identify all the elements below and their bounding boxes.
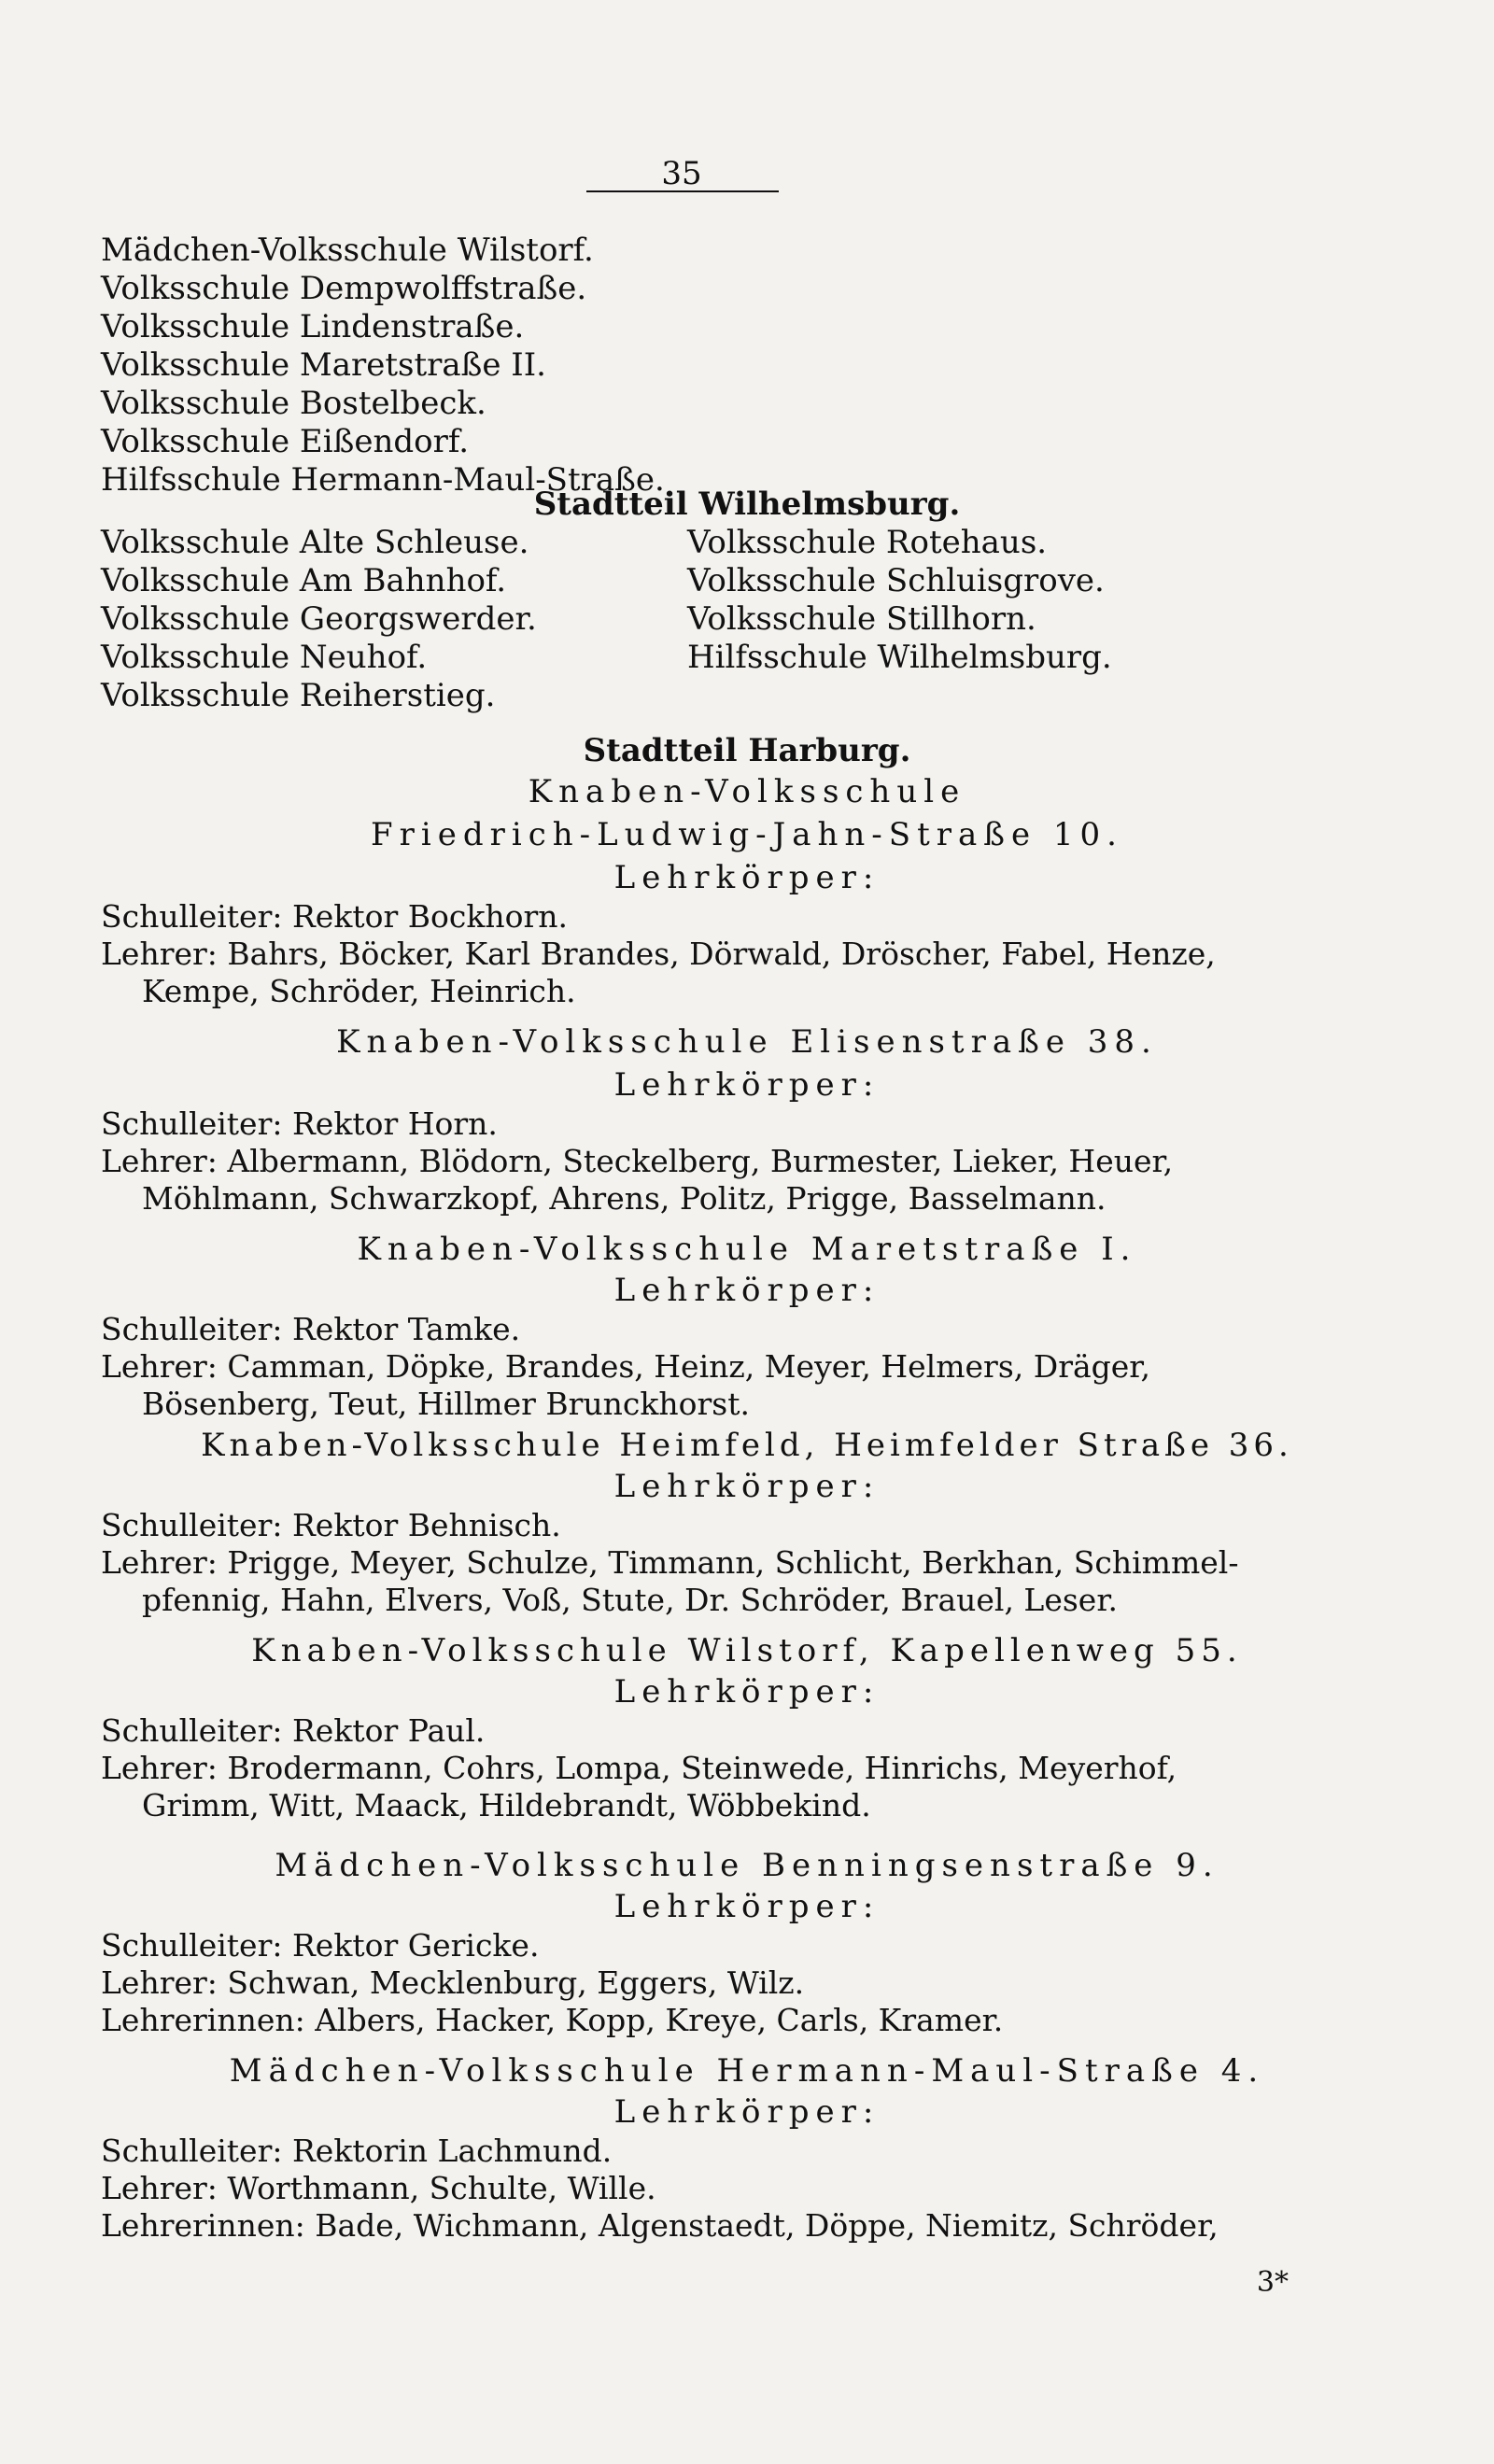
list-item: Volksschule Rotehaus. (687, 524, 1048, 561)
list-item: Volksschule Alte Schleuse. (101, 524, 529, 561)
list-item: Volksschule Reiherstieg. (101, 677, 496, 714)
staff-heading: Lehrkörper: (613, 1468, 881, 1505)
head-teacher: Schulleiter: Rektor Paul. (101, 1712, 486, 1749)
wilhelmsburg-left-column (101, 524, 680, 715)
staff-block (101, 1712, 1287, 1824)
head-teacher: Schulleiter: Rektor Horn. (101, 1105, 498, 1142)
staff-block (101, 898, 1287, 1010)
school-list-continued (101, 232, 1277, 500)
staff-heading: Lehrkörper: (613, 1888, 881, 1925)
teachers-line: Grimm, Witt, Maack, Hildebrandt, Wöbbekind. (142, 1787, 871, 1823)
teachers-line: Lehrer: Albermann, Blödorn, Steckelberg, Burmester, Lieker, Heuer, (101, 1143, 1174, 1179)
head-teacher: Schulleiter: Rektor Behnisch. (101, 1507, 561, 1543)
header-rule (586, 190, 779, 192)
list-item: Hilfsschule Hermann-Maul-Straße. (101, 461, 665, 499)
list-item: Volksschule Maretstraße II. (101, 346, 546, 384)
staff-heading: Lehrkörper: (613, 1066, 881, 1104)
staff-block (101, 1927, 1287, 2039)
list-item: Hilfsschule Wilhelmsburg. (687, 639, 1112, 676)
list-item: Volksschule Bostelbeck. (101, 385, 486, 422)
staff-heading: Lehrkörper: (613, 1272, 881, 1309)
list-item: Mädchen-Volksschule Wilstorf. (101, 232, 594, 269)
teachers-line: Lehrer: Brodermann, Cohrs, Lompa, Steinwede, Hinrichs, Meyerhof, (101, 1750, 1177, 1786)
staff-block (101, 2133, 1287, 2245)
teachers-line: pfennig, Hahn, Elvers, Voß, Stute, Dr. Schröder, Brauel, Leser. (142, 1582, 1118, 1618)
section-title-wilhelmsburg: Stadtteil Wilhelmsburg. (533, 486, 961, 523)
staff-heading: Lehrkörper: (613, 1673, 881, 1711)
head-teacher: Schulleiter: Rektor Bockhorn. (101, 898, 568, 935)
school-name: Mädchen-Volksschule Hermann-Maul-Straße 4. (229, 2052, 1265, 2090)
head-teacher: Schulleiter: Rektor Gericke. (101, 1927, 540, 1964)
school-name: Mädchen-Volksschule Benningsenstraße 9. (275, 1847, 1219, 1884)
list-item: Volksschule Neuhof. (101, 639, 428, 676)
head-teacher: Schulleiter: Rektorin Lachmund. (101, 2133, 613, 2169)
list-item: Volksschule Schluisgrove. (687, 562, 1105, 599)
school-name: Knaben-Volksschule Maretstraße I. (357, 1231, 1137, 1268)
teachers-line: Lehrer: Worthmann, Schulte, Wille. (101, 2170, 656, 2206)
list-item: Volksschule Dempwolffstraße. (101, 270, 587, 307)
staff-block (101, 1507, 1287, 1619)
school-address: Friedrich-Ludwig-Jahn-Straße 10. (370, 816, 1123, 853)
school-name: Knaben-Volksschule (528, 773, 966, 810)
school-name: Knaben-Volksschule Wilstorf, Kapellenweg 55. (251, 1632, 1243, 1669)
list-item: Volksschule Eißendorf. (101, 423, 470, 460)
printer-signature: 3* (1256, 2266, 1289, 2299)
teachers-line: Lehrer: Schwan, Mecklenburg, Eggers, Wilz. (101, 1964, 805, 2001)
teachers-line: Bösenberg, Teut, Hillmer Brunckhorst. (142, 1386, 750, 1422)
school-name: Knaben-Volksschule Elisenstraße 38. (336, 1023, 1158, 1061)
teachers-line: Lehrerinnen: Bade, Wichmann, Algenstaedt, Döppe, Niemitz, Schröder, (101, 2207, 1219, 2244)
teachers-line: Lehrer: Camman, Döpke, Brandes, Heinz, Meyer, Helmers, Dräger, (101, 1348, 1150, 1385)
list-item: Volksschule Georgswerder. (101, 600, 537, 638)
staff-block (101, 1105, 1287, 1218)
teachers-line: Lehrer: Prigge, Meyer, Schulze, Timmann, Schlicht, Berkhan, Schimmel- (101, 1544, 1239, 1581)
wilhelmsburg-right-column (687, 524, 1266, 677)
list-item: Volksschule Stillhorn. (687, 600, 1036, 638)
school-name: Knaben-Volksschule Heimfeld, Heimfelder Straße 36. (201, 1427, 1293, 1464)
head-teacher: Schulleiter: Rektor Tamke. (101, 1311, 521, 1347)
section-title-harburg: Stadtteil Harburg. (583, 732, 911, 769)
staff-heading: Lehrkörper: (613, 2093, 881, 2131)
teachers-line: Möhlmann, Schwarzkopf, Ahrens, Politz, Prigge, Basselmann. (142, 1180, 1106, 1217)
teachers-line: Kempe, Schröder, Heinrich. (142, 973, 576, 1009)
list-item: Volksschule Lindenstraße. (101, 308, 525, 345)
list-item: Volksschule Am Bahnhof. (101, 562, 507, 599)
teachers-line: Lehrerinnen: Albers, Hacker, Kopp, Kreye, Carls, Kramer. (101, 2002, 1004, 2038)
page-number: 35 (661, 155, 702, 192)
staff-block (101, 1311, 1287, 1423)
staff-heading: Lehrkörper: (613, 859, 881, 896)
teachers-line: Lehrer: Bahrs, Böcker, Karl Brandes, Dörwald, Dröscher, Fabel, Henze, (101, 936, 1216, 972)
